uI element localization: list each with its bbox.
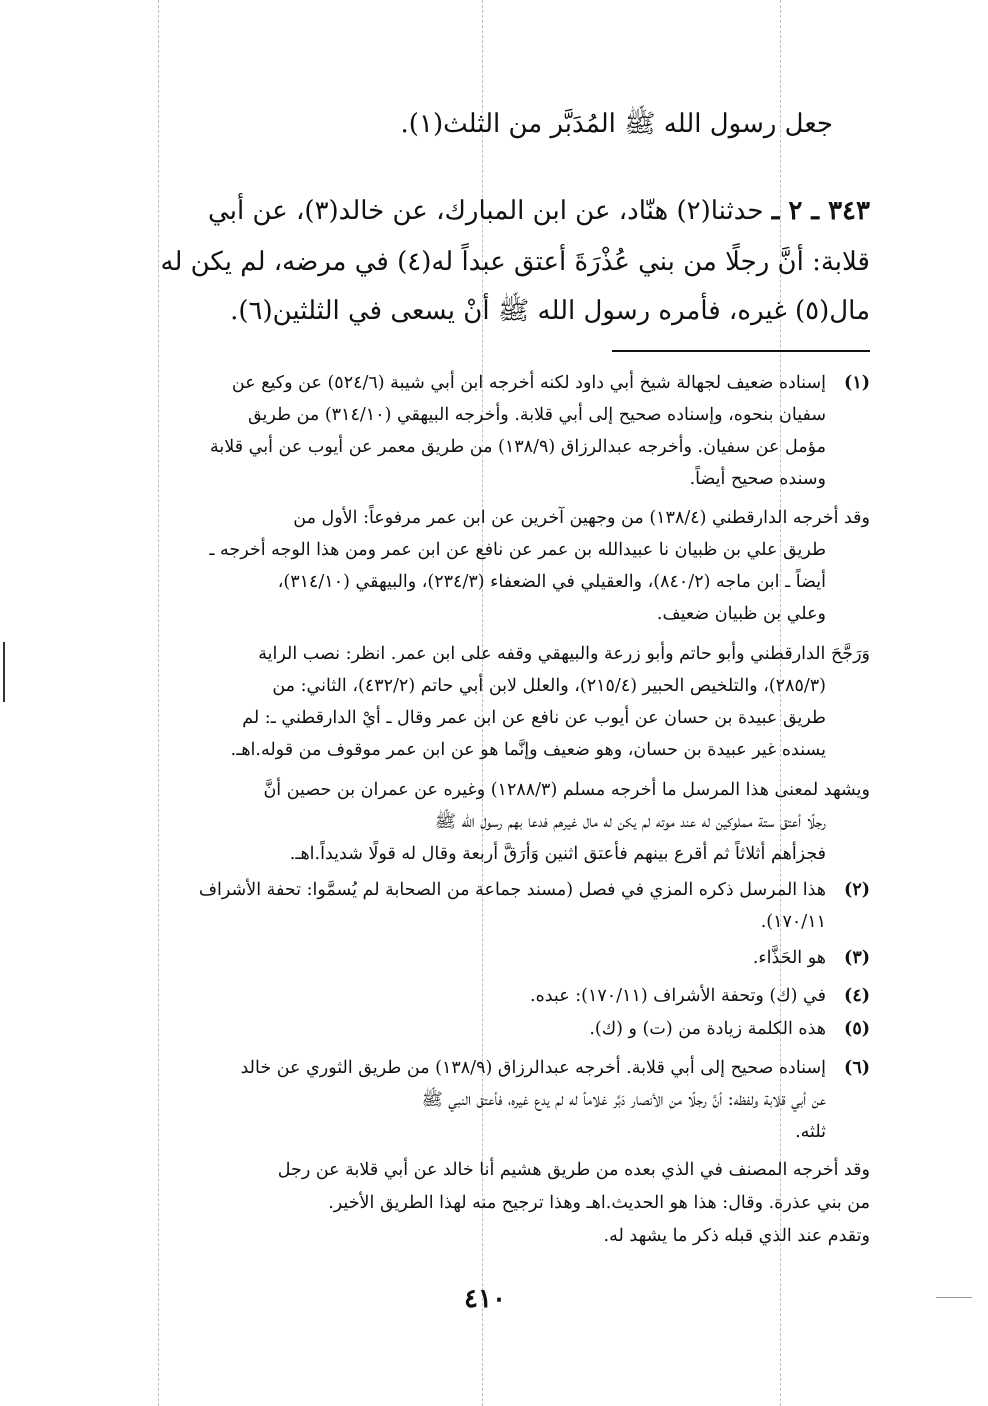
footnote-1-line-9: وَرَجَّحَ الدارقطني وأبو حاتم وأبو زرعة والبيهقي وقفه على ابن عمر. انظر: نصب الراية [258,644,870,664]
footnote-separator [612,350,870,352]
footnote-3-line-1: هو الحَذَّاء. [752,948,826,968]
footnote-1-line-3: مؤمل عن سفيان. وأخرجه عبدالرزاق (١٣٨/٩) من طريق معمر عن أيوب عن أبي قلابة [210,437,826,457]
footnote-1-line-13: ويشهد لمعنى هذا المرسل ما أخرجه مسلم (١٢٨٨/٣) وغيره عن عمران بن حصين أنَّ [263,780,870,800]
footnote-6-line-2: عن أبي قلابة ولفظه: أنَّ رجلًا من الأنصار دَبَّر غلاماً له لم يدع غيره، فأعتق النبي ﷺ [421,1090,826,1110]
footnote-1-line-1: إسناده ضعيف لجهالة شيخ أبي داود لكنه أخرجه ابن أبي شيبة (٥٢٤/٦) عن وكيع عن [231,373,826,393]
footnote-6-line-1: إسناده صحيح إلى أبي قلابة. أخرجه عبدالرزاق (١٣٨/٩) من طريق الثوري عن خالد [240,1058,826,1078]
footnote-1-line-7: أيضاً ـ ابن ماجه (٨٤٠/٢)، والعقيلي في الضعفاء (٢٣٤/٣)، والبيهقي (٣١٤/١٠)، [277,572,826,592]
footnote-6-line-6: وتقدم عند الذي قبله ذكر ما يشهد له. [603,1226,870,1246]
footnote-1-line-15: فجزأهم أثلاثاً ثم أقرع بينهم فأعتق اثنين وَأرَقَّ أربعة وقال له قولًا شديداً.اهـ. [289,844,826,864]
opening-line: جعل رسول الله ﷺ المُدَبَّر من الثلث(١). [400,109,833,139]
footnote-1-line-8: وعلي بن ظبيان ضعيف. [656,604,826,624]
footnote-6-line-4: وقد أخرجه المصنف في الذي بعده من طريق هشيم أنا خالد عن أبي قلابة عن رجل [277,1160,870,1180]
scan-edge-mark [936,1297,972,1298]
footnote-number-1: (١) [844,373,870,393]
footnote-1-line-10: (٢٨٥/٣)، والتلخيص الحبير (٢١٥/٤)، والعلل لابن أبي حاتم (٤٣٢/٢)، الثاني: من [272,676,826,696]
hadith-line-1 [118,193,870,231]
page-number: ٤١٠ [464,1284,506,1314]
hadith-number: ٣٤٣ ـ ٢ ـ [771,196,870,226]
footnote-6-line-5: من بني عذرة. وقال: هذا هو الحديث.اهـ وهذا ترجيح منه لهذا الطريق الأخير. [328,1193,870,1213]
hadith-line-3: مال(٥) غيره، فأمره رسول الله ﷺ أنْ يسعى في الثلثين(٦). [230,296,870,326]
footnote-2-line-1: هذا المرسل ذكره المزي في فصل (مسند جماعة من الصحابة لم يُسمَّوا: تحفة الأشراف [198,880,826,900]
footnote-number-5: (٥) [844,1019,870,1039]
footnote-1-line-11: طريق عبيدة بن حسان عن أيوب عن نافع عن ابن عمر وقال ـ أيْ الدارقطني ـ: لم [242,708,826,728]
footnote-1-line-6: طريق علي بن ظبيان نا عبيدالله بن عمر عن نافع عن ابن عمر ومن هذا الوجه أخرجه ـ [209,540,826,560]
footnote-1-line-14: رجلًا أعتق ستة مملوكين له عند موته لم يكن له مال غيرهم فدعا بهم رسول الله ﷺ [434,812,826,832]
footnote-number-4: (٤) [844,986,870,1006]
footnote-1-line-12: يسنده غير عبيدة بن حسان، وهو ضعيف وإنَّما هو عن ابن عمر موقوف من قوله.اهـ. [230,740,826,760]
hadith-line-2: قلابة: أنَّ رجلًا من بني عُذْرَةَ أعتق عبداً له(٤) في مرضه، لم يكن له [160,247,870,277]
footnote-6-line-3: ثلثه. [795,1122,826,1142]
footnote-number-2: (٢) [844,880,870,900]
footnote-5-line-1: هذه الكلمة زيادة من (ت) و (ك). [589,1019,826,1039]
footnote-1-line-2: سفيان بنحوه، وإسناده صحيح إلى أبي قلابة. وأخرجه البيهقي (٣١٤/١٠) من طريق [247,405,826,425]
footnote-1-line-5: وقد أخرجه الدارقطني (١٣٨/٤) من وجهين آخرين عن ابن عمر مرفوعاً: الأول من [293,508,870,528]
footnote-4-line-1: في (ك) وتحفة الأشراف (١٧٠/١١): عبده. [530,986,826,1006]
footnote-number-3: (٣) [844,948,870,968]
footnote-1-line-4: وسنده صحيح أيضاً. [689,469,826,489]
footnote-2-line-2: ١٧٠/١١). [760,912,826,932]
footnote-number-6: (٦) [844,1058,870,1078]
hadith-line-text: حدثنا(٢) هنّاد، عن ابن المبارك، عن خالد(٣)، عن أبي [208,196,764,226]
scan-margin-mark [3,642,5,702]
